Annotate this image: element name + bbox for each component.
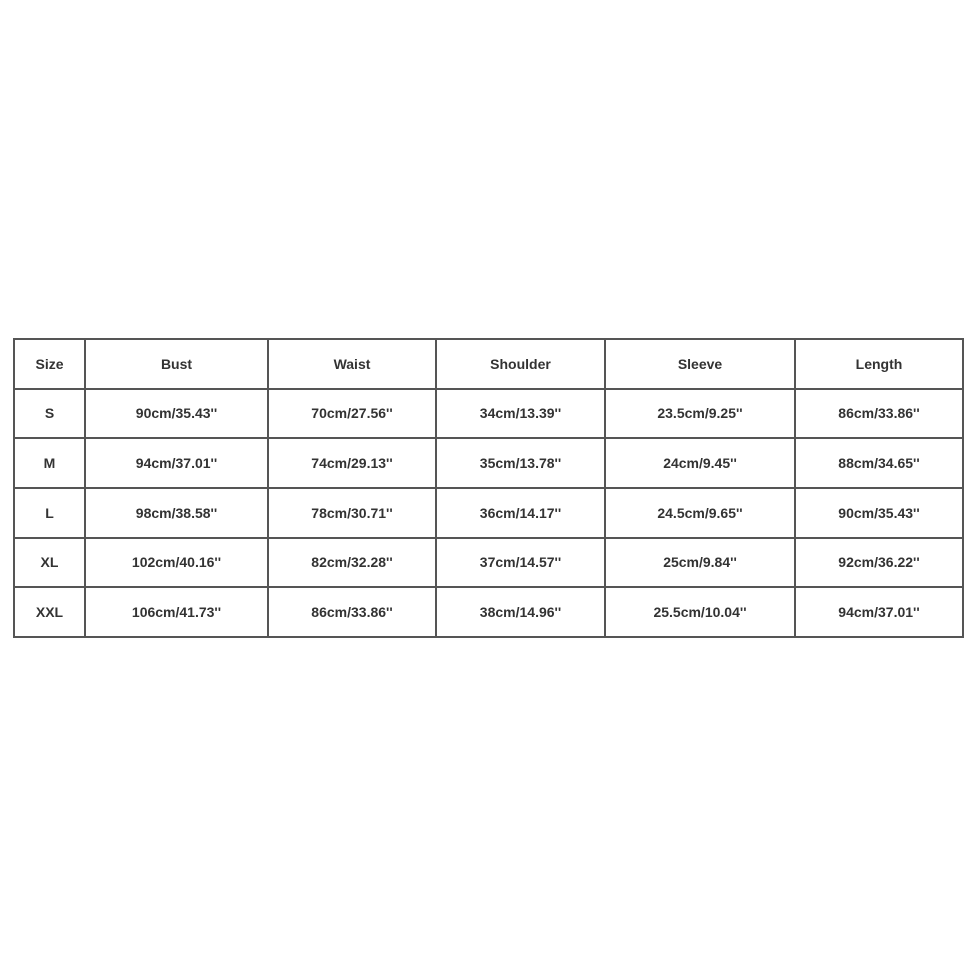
cell-bust: 94cm/37.01'' <box>85 438 268 488</box>
cell-shoulder: 37cm/14.57'' <box>436 538 605 588</box>
cell-size: S <box>14 389 85 439</box>
cell-shoulder: 34cm/13.39'' <box>436 389 605 439</box>
cell-size: XXL <box>14 587 85 637</box>
cell-sleeve: 24cm/9.45'' <box>605 438 795 488</box>
header-sleeve: Sleeve <box>605 339 795 389</box>
table-row <box>14 587 963 637</box>
cell-size: M <box>14 438 85 488</box>
size-chart-table <box>13 338 964 638</box>
cell-waist: 70cm/27.56'' <box>268 389 436 439</box>
cell-length: 90cm/35.43'' <box>795 488 963 538</box>
table-row <box>14 488 963 538</box>
header-shoulder: Shoulder <box>436 339 605 389</box>
cell-bust: 98cm/38.58'' <box>85 488 268 538</box>
cell-length: 86cm/33.86'' <box>795 389 963 439</box>
cell-size: L <box>14 488 85 538</box>
cell-bust: 90cm/35.43'' <box>85 389 268 439</box>
table-row <box>14 438 963 488</box>
header-waist: Waist <box>268 339 436 389</box>
cell-bust: 102cm/40.16'' <box>85 538 268 588</box>
cell-size: XL <box>14 538 85 588</box>
cell-length: 94cm/37.01'' <box>795 587 963 637</box>
cell-shoulder: 38cm/14.96'' <box>436 587 605 637</box>
table-row <box>14 538 963 588</box>
cell-waist: 86cm/33.86'' <box>268 587 436 637</box>
cell-sleeve: 25cm/9.84'' <box>605 538 795 588</box>
cell-sleeve: 23.5cm/9.25'' <box>605 389 795 439</box>
cell-sleeve: 25.5cm/10.04'' <box>605 587 795 637</box>
cell-sleeve: 24.5cm/9.65'' <box>605 488 795 538</box>
table-header-row <box>14 339 963 389</box>
header-length: Length <box>795 339 963 389</box>
cell-waist: 74cm/29.13'' <box>268 438 436 488</box>
header-bust: Bust <box>85 339 268 389</box>
cell-length: 92cm/36.22'' <box>795 538 963 588</box>
cell-length: 88cm/34.65'' <box>795 438 963 488</box>
cell-bust: 106cm/41.73'' <box>85 587 268 637</box>
cell-waist: 78cm/30.71'' <box>268 488 436 538</box>
cell-shoulder: 35cm/13.78'' <box>436 438 605 488</box>
cell-waist: 82cm/32.28'' <box>268 538 436 588</box>
table-row <box>14 389 963 439</box>
header-size: Size <box>14 339 85 389</box>
cell-shoulder: 36cm/14.17'' <box>436 488 605 538</box>
